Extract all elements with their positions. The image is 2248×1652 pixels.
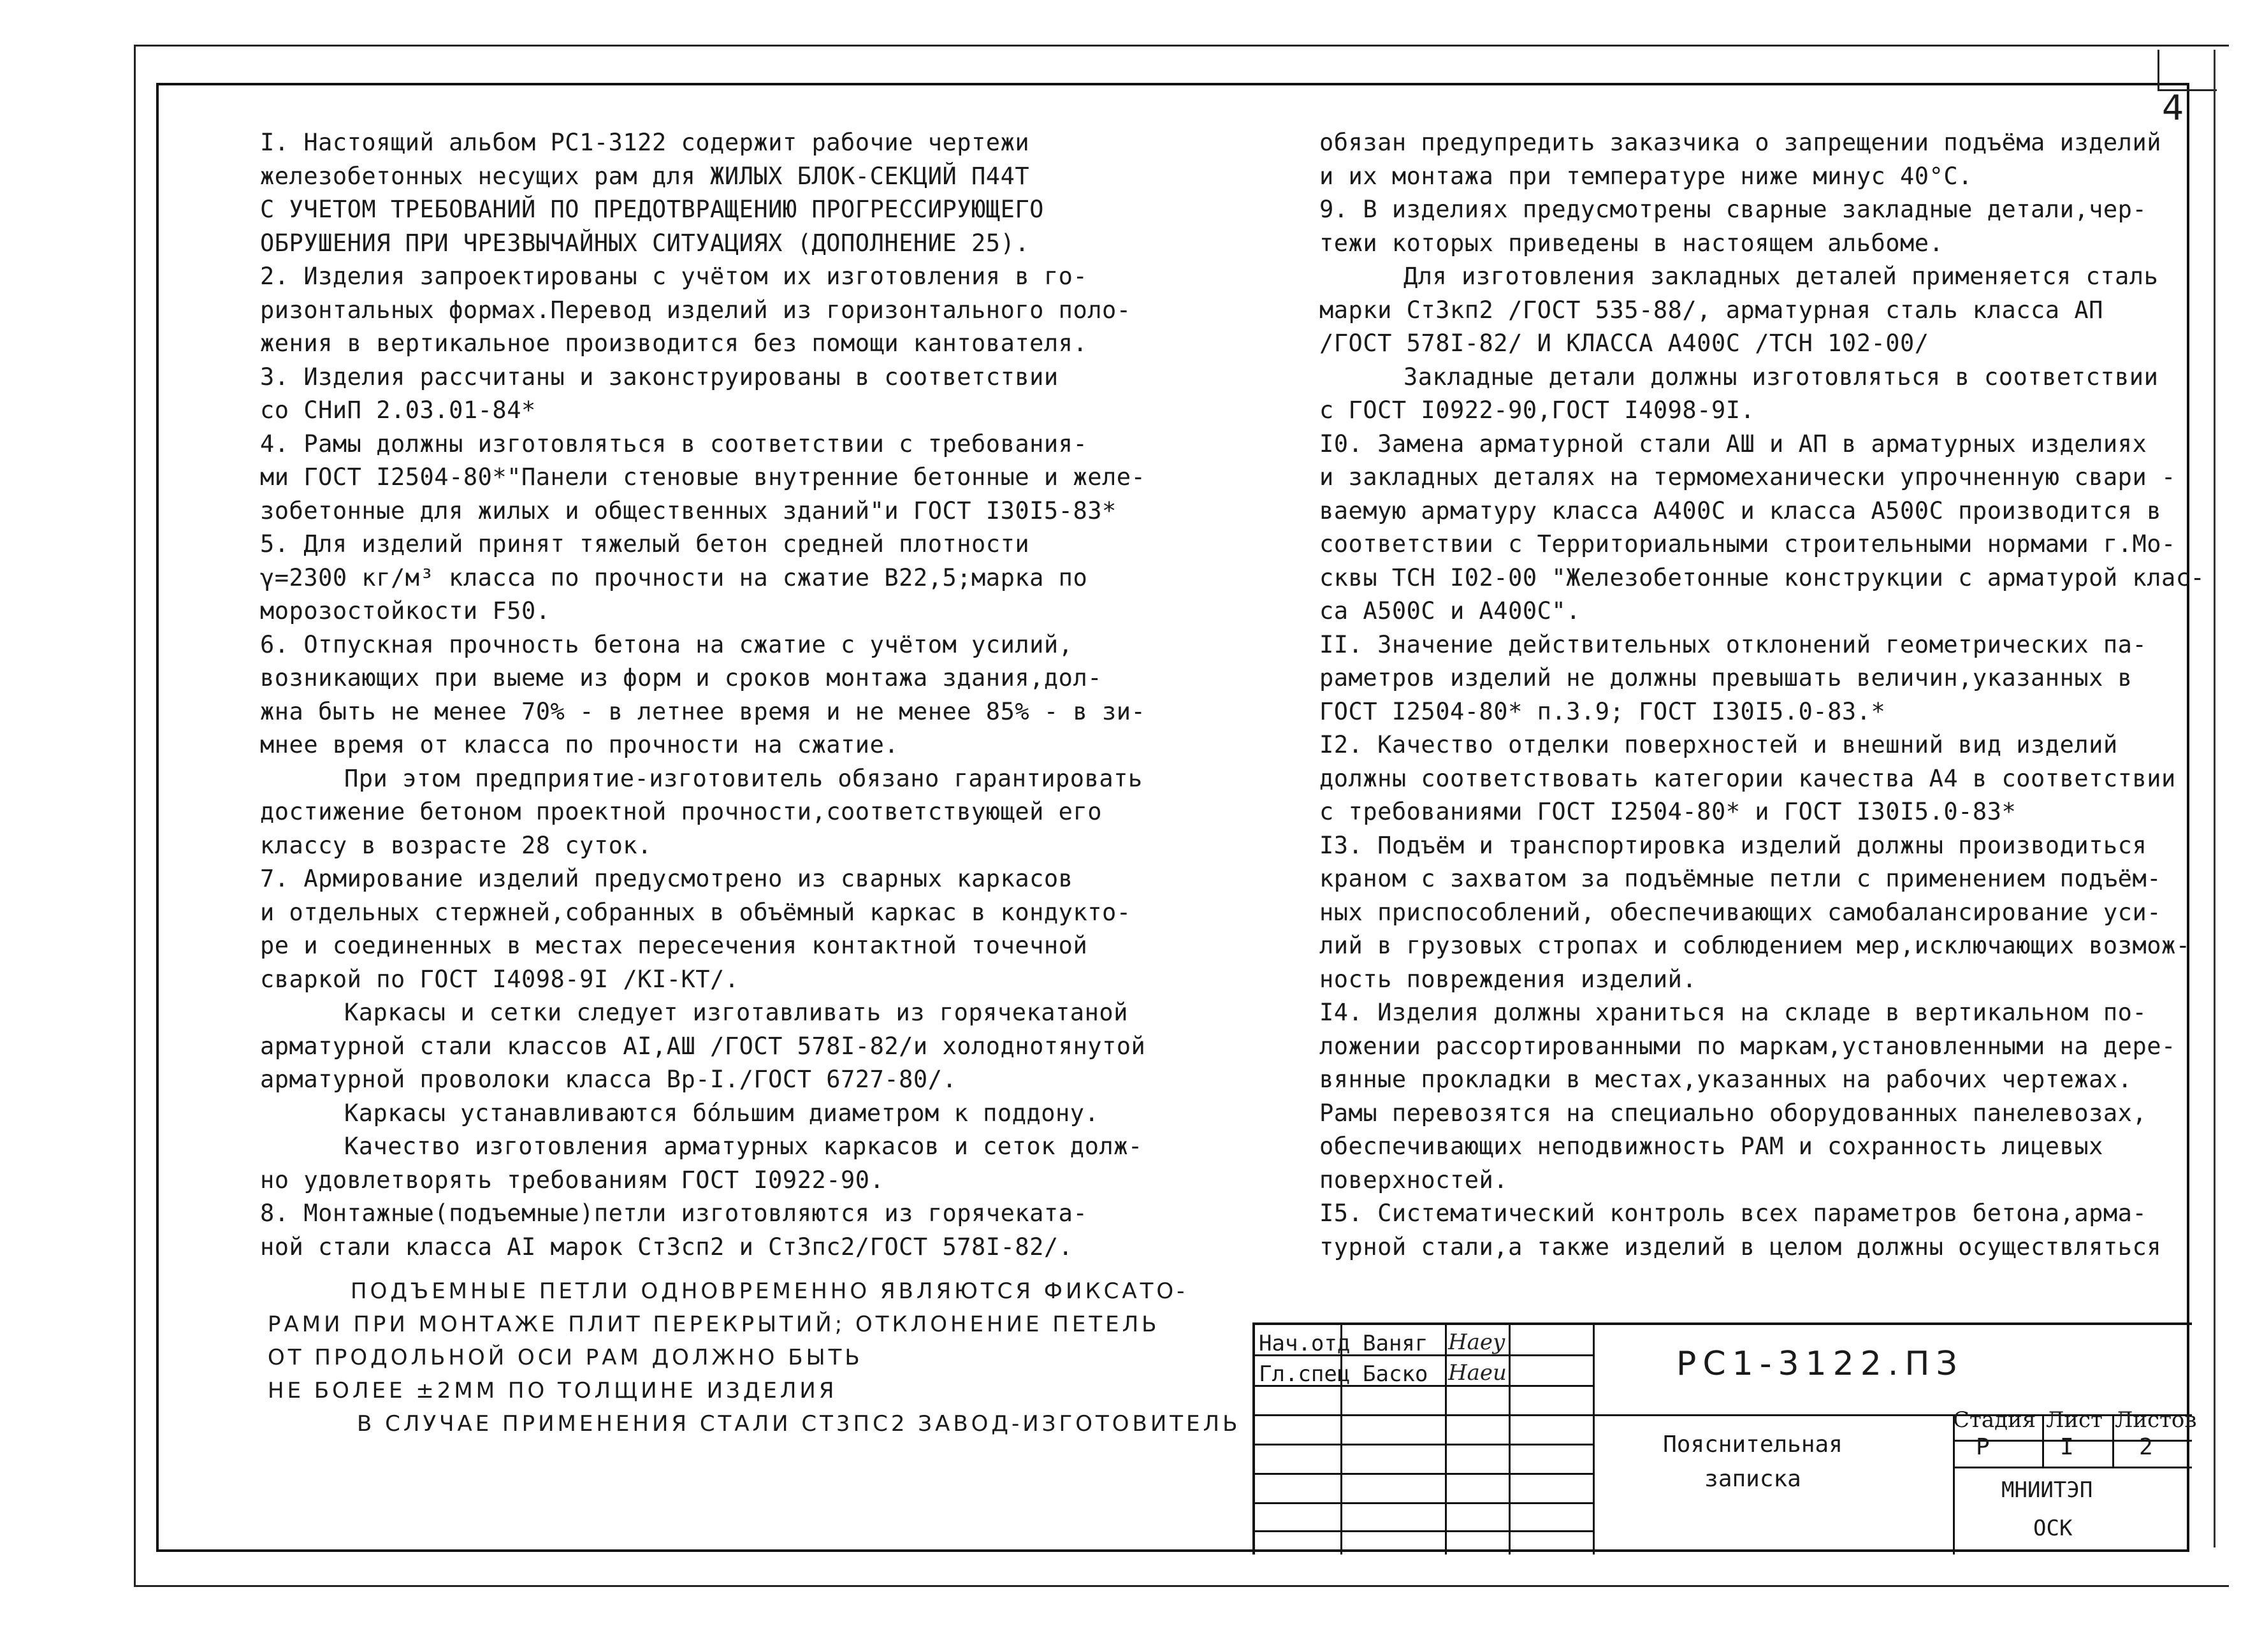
text-line: 4. Рамы должны изготовляться в соответствии с требования- — [260, 430, 1088, 458]
handwritten-line: НЕ БОЛЕЕ ±2ММ ПО ТОЛЩИНЕ ИЗДЕЛИЯ — [268, 1378, 838, 1403]
text-line: Рамы перевозятся на специально оборудованных панелевозах, — [1319, 1099, 2147, 1127]
text-line: II. Значение действительных отклонений геометрических па- — [1319, 630, 2147, 658]
text-line: возникающих при выеме из форм и сроков монтажа здания,дол- — [260, 664, 1103, 692]
text-line: должны соответствовать категории качества А4 в соответствии — [1319, 764, 2176, 792]
text-line: 9. В изделиях предусмотрены сварные закладные детали,чер- — [1319, 196, 2147, 223]
text-line: ризонтальных формах.Перевод изделий из горизонтального поло- — [260, 296, 1131, 324]
text-line: 3. Изделия рассчитаны и законструированы в соответствии — [260, 363, 1059, 391]
text-line: и закладных деталях на термомеханически упрочненную свари - — [1319, 463, 2176, 491]
text-line: арматурной проволоки класса Вр-I./ГОСТ 6727-80/. — [260, 1066, 957, 1093]
text-line: 8. Монтажные(подъемные)петли изготовляются из горячеката- — [260, 1199, 1088, 1227]
text-line: ных приспособлений, обеспечивающих самобалансирование уси- — [1319, 898, 2162, 926]
sheet-label: Лист — [2046, 1407, 2103, 1433]
handwritten-line: ОТ ПРОДОЛЬНОЙ ОСИ РАМ ДОЛЖНО БЫТЬ — [268, 1345, 863, 1370]
text-line: морозостойкости F50. — [260, 597, 551, 625]
text-line: обязан предупредить заказчика о запрещении подъёма изделий — [1319, 129, 2162, 156]
text-line: I3. Подъём и транспортировка изделий должны производиться — [1319, 831, 2147, 859]
text-line: са А500С и А400С". — [1319, 597, 1581, 625]
text-line: тежи которых приведены в настоящем альбоме. — [1319, 229, 1944, 257]
text-line: мнее время от класса по прочности на сжатие. — [260, 731, 899, 758]
right-text-column — [1319, 126, 2205, 1264]
name-head-of-dept: Ваняг — [1363, 1331, 1428, 1356]
right-margin-line — [2214, 50, 2215, 1547]
text-line: Каркасы и сетки следует изготавливать из горячекатаной — [344, 999, 1128, 1026]
signature-1: Haey — [1448, 1330, 1505, 1355]
stage-value: Р — [1976, 1434, 1990, 1460]
handwritten-line: РАМИ ПРИ МОНТАЖЕ ПЛИТ ПЕРЕКРЫТИЙ; ОТКЛОНЕНИЕ ПЕТЕЛЬ — [268, 1312, 1160, 1337]
text-line: с ГОСТ I0922-90,ГОСТ I4098-9I. — [1319, 396, 1755, 424]
text-line: ность повреждения изделий. — [1319, 965, 1697, 993]
text-line: зобетонные для жилых и общественных зданий"и ГОСТ I30I5-83* — [260, 496, 1117, 525]
text-line: со СНиП 2.03.01-84* — [260, 396, 536, 424]
text-line: и их монтажа при температуре ниже минус 40°С. — [1319, 162, 1973, 190]
text-line: Качество изготовления арматурных каркасов и сеток долж- — [344, 1133, 1143, 1160]
text-line: ложении рассортированными по маркам,установленными на дере- — [1319, 1032, 2176, 1060]
sheet-value: I — [2060, 1434, 2074, 1460]
text-line: обеспечивающих неподвижность РАМ и сохранность лицевых — [1319, 1133, 2103, 1160]
text-line: с требованиями ГОСТ I2504-80* и ГОСТ I30I5.0-83* — [1319, 798, 2017, 825]
text-line: 6. Отпускная прочность бетона на сжатие с учётом усилий, — [260, 630, 1073, 658]
sheets-label: Листов — [2115, 1407, 2197, 1433]
name-chief-spec: Баско — [1363, 1361, 1428, 1387]
text-line: Для изготовления закладных деталей применяется сталь — [1403, 263, 2159, 290]
doc-name-line1: Пояснительная — [1663, 1431, 1843, 1458]
handwritten-line: ПОДЪЕМНЫЕ ПЕТЛИ ОДНОВРЕМЕННО ЯВЛЯЮТСЯ ФИКСАТО- — [351, 1279, 1188, 1304]
left-text-column — [260, 126, 1145, 1264]
text-line: турной стали,а также изделий в целом должны осуществляться — [1319, 1233, 2162, 1261]
text-line: классу в возрасте 28 суток. — [260, 831, 652, 859]
document-code: РС1-3122.ПЗ — [1676, 1345, 1964, 1383]
text-line: поверхностей. — [1319, 1166, 1509, 1194]
signature-2: Haeu — [1448, 1360, 1507, 1386]
text-line: ной стали класса АI марок Ст3сп2 и Ст3пс2/ГОСТ 578I-82/. — [260, 1233, 1073, 1261]
text-line: I2. Качество отделки поверхностей и внешний вид изделий — [1319, 731, 2118, 758]
text-line: Каркасы устанавливаются бо́льшим диаметром к поддону. — [344, 1099, 1099, 1127]
doc-name-line2: записка — [1704, 1466, 1801, 1492]
document-name — [1644, 1428, 1861, 1496]
text-line: ГОСТ I2504-80* п.3.9; ГОСТ I30I5.0-83.* — [1319, 697, 1886, 725]
org-line2: ОСК — [2033, 1516, 2073, 1541]
text-line: 2. Изделия запроектированы с учётом их изготовления в го- — [260, 263, 1088, 290]
text-line: 5. Для изделий принят тяжелый бетон средней плотности — [260, 530, 1030, 558]
text-line: I. Настоящий альбом РС1-3122 содержит рабочие чертежи — [260, 129, 1030, 156]
role-head-of-dept: Нач.отд — [1259, 1331, 1351, 1356]
sheets-value: 2 — [2139, 1434, 2153, 1460]
text-line: и отдельных стержней,собранных в объёмный каркас в кондукто- — [260, 898, 1131, 926]
handwritten-notes — [268, 1275, 1240, 1440]
text-line: раметров изделий не должны превышать величин,указанных в — [1319, 664, 2133, 692]
text-line: сваркой по ГОСТ I4098-9I /КI-КТ/. — [260, 965, 739, 993]
page-number: 4 — [2162, 88, 2184, 128]
org-line1: МНИИТЭП — [2001, 1477, 2093, 1503]
text-line: железобетонных несущих рам для ЖИЛЫХ БЛОК-СЕКЦИЙ П44Т — [260, 162, 1030, 190]
text-line: достижение бетоном проектной прочности,соответствующей его — [260, 798, 1103, 825]
text-line: 7. Армирование изделий предусмотрено из сварных каркасов — [260, 865, 1073, 892]
text-line: Закладные детали должны изготовляться в соответствии — [1403, 363, 2159, 391]
text-line: краном с захватом за подъёмные петли с применением подъём- — [1319, 865, 2162, 892]
text-line: I0. Замена арматурной стали АШ и АП в арматурных изделиях — [1319, 430, 2147, 458]
text-line: I5. Систематический контроль всех параметров бетона,арма- — [1319, 1199, 2147, 1227]
text-line: лий в грузовых стропах и соблюдением мер,исключающих возмож- — [1319, 932, 2191, 959]
text-line: соответствии с Территориальными строительными нормами г.Мо- — [1319, 530, 2176, 558]
text-line: но удовлетворять требованиям ГОСТ I0922-90. — [260, 1166, 885, 1194]
text-line: вянные прокладки в местах,указанных на рабочих чертежах. — [1319, 1066, 2133, 1093]
text-line: I4. Изделия должны храниться на складе в вертикальном по- — [1319, 999, 2147, 1026]
text-line: ОБРУШЕНИЯ ПРИ ЧРЕЗВЫЧАЙНЫХ СИТУАЦИЯХ (ДОПОЛНЕНИЕ 25). — [260, 229, 1030, 257]
text-line: γ=2300 кг/м³ класса по прочности на сжатие В22,5;марка по — [260, 563, 1088, 591]
text-line: жения в вертикальное производится без помощи кантователя. — [260, 330, 1088, 357]
stage-label: Стадия — [1953, 1407, 2036, 1433]
text-line: С УЧЕТОМ ТРЕБОВАНИЙ ПО ПРЕДОТВРАЩЕНИЮ ПРОГРЕССИРУЮЩЕГО — [260, 196, 1044, 223]
role-chief-spec: Гл.спец — [1259, 1361, 1351, 1387]
text-line: /ГОСТ 578I-82/ И КЛАССА А400С /ТСН 102-00/ — [1319, 330, 1929, 357]
text-line: При этом предприятие-изготовитель обязано гарантировать — [344, 764, 1143, 792]
text-line: ми ГОСТ I2504-80*"Панели стеновые внутренние бетонные и желе- — [260, 463, 1146, 491]
text-line: сквы ТСН I02-00 "Железобетонные конструкции с арматурой клас- — [1319, 563, 2205, 591]
text-line: ре и соединенных в местах пересечения контактной точечной — [260, 932, 1088, 959]
text-line: ваемую арматуру класса А400С и класса А500С производится в — [1319, 496, 2162, 525]
handwritten-line: В СЛУЧАЕ ПРИМЕНЕНИЯ СТАЛИ СТ3ПС2 ЗАВОД-ИЗГОТОВИТЕЛЬ — [357, 1411, 1241, 1437]
text-line: арматурной стали классов АI,АШ /ГОСТ 578I-82/и холоднотянутой — [260, 1032, 1146, 1060]
text-line: жна быть не менее 70% - в летнее время и не менее 85% - в зи- — [260, 697, 1146, 725]
text-line: марки Ст3кп2 /ГОСТ 535-88/, арматурная сталь класса АП — [1319, 296, 2103, 324]
corner-box — [2157, 50, 2217, 91]
